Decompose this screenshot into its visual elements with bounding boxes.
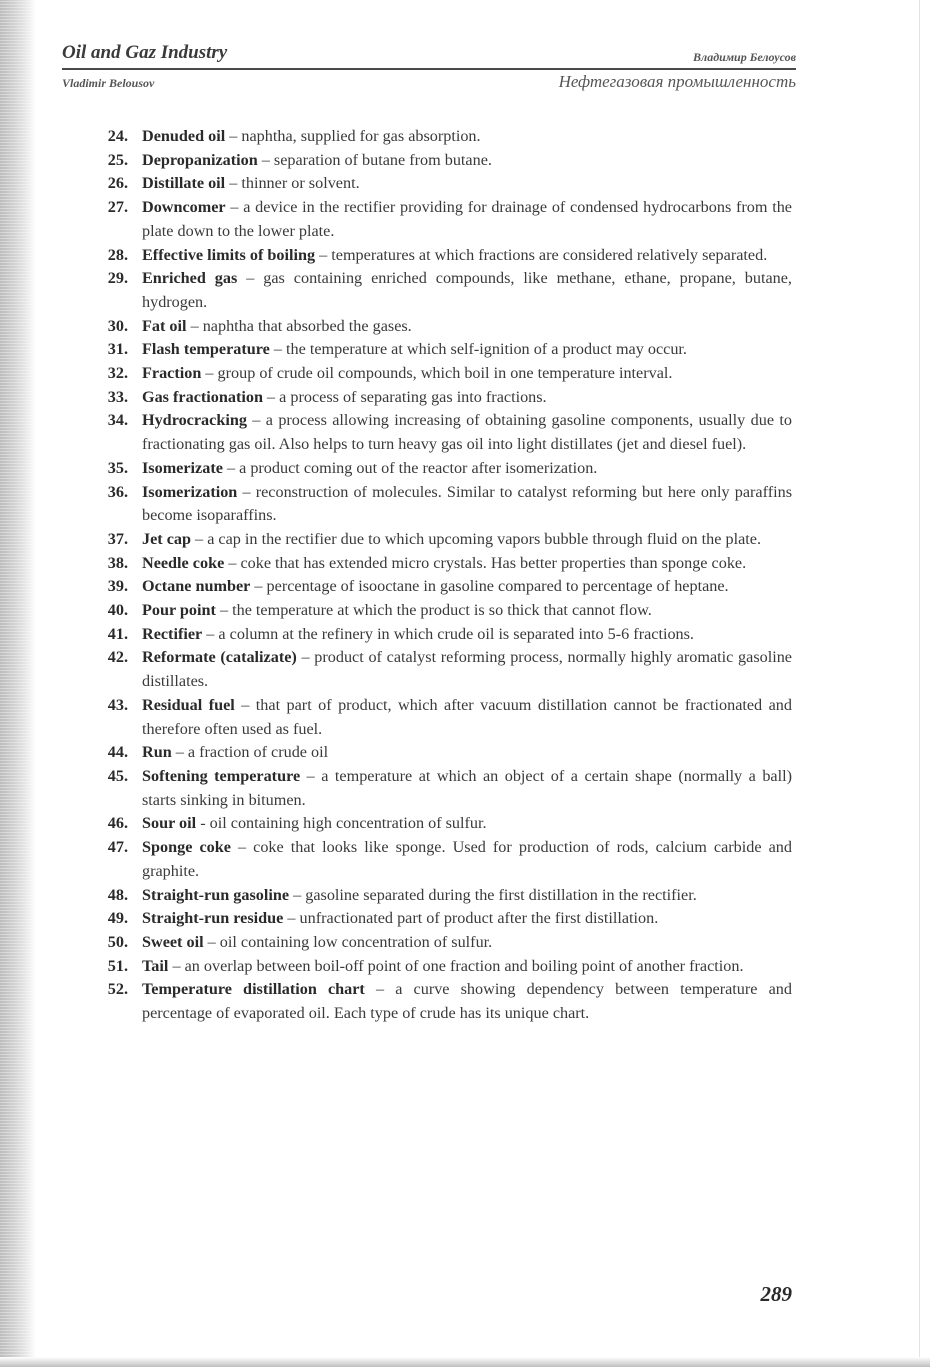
entry-definition: – group of crude oil compounds, which boil in one temperature interval. — [201, 364, 673, 383]
entry-number: 27. — [107, 198, 128, 217]
entry-number: 50. — [107, 932, 128, 951]
entry-term: Flash temperature — [142, 340, 270, 359]
glossary-entry — [96, 481, 792, 528]
entry-term: Residual fuel — [142, 695, 235, 714]
entry-term: Distillate oil — [142, 174, 226, 193]
page-number: 289 — [760, 1282, 792, 1306]
entry-term: Isomerization — [142, 482, 238, 501]
glossary-entry — [96, 409, 792, 456]
entry-term: Temperature distillation chart — [142, 980, 365, 999]
entry-number: 36. — [107, 482, 128, 501]
glossary-entry — [96, 552, 792, 576]
entry-definition: - oil containing high concentration of sulfur. — [196, 814, 487, 833]
entry-number: 41. — [107, 624, 128, 643]
entry-definition: – reconstruction of molecules. Similar to catalyst reforming but here only paraffins become isoparaffins. — [142, 482, 792, 525]
glossary-entry — [96, 125, 792, 149]
entry-number: 33. — [107, 387, 128, 406]
entry-term: Octane number — [142, 577, 251, 596]
entry-number: 51. — [107, 956, 128, 975]
glossary-entry — [96, 457, 792, 481]
entry-term: Reformate (catalizate) — [142, 648, 297, 667]
entry-number: 48. — [107, 885, 128, 904]
entry-term: Downcomer — [142, 198, 226, 217]
entry-term: Tail — [142, 956, 169, 975]
glossary-entry — [96, 267, 792, 314]
entry-definition: – a column at the refinery in which crude oil is separated into 5-6 fractions. — [202, 624, 694, 643]
entry-term: Effective limits of boiling — [142, 245, 316, 264]
entry-definition: – that part of product, which after vacuum distillation cannot be fractionated and therefore often used as fuel. — [142, 695, 792, 738]
entry-definition: – gas containing enriched compounds, like methane, ethane, propane, butane, hydrogen. — [142, 269, 792, 311]
entry-definition: – product of catalyst reforming process, normally highly aromatic gasoline distillates. — [142, 648, 792, 691]
entry-number: 44. — [107, 743, 128, 762]
glossary-entry — [96, 338, 792, 362]
entry-term: Needle coke — [142, 553, 225, 572]
entry-term: Rectifier — [142, 624, 203, 643]
entry-term: Enriched gas — [142, 269, 238, 288]
binding-shadow — [0, 0, 36, 1367]
glossary-entry — [96, 646, 792, 693]
entry-term: Jet cap — [142, 529, 191, 548]
entry-definition: – naphtha that absorbed the gases. — [186, 316, 412, 335]
entry-number: 28. — [107, 245, 128, 264]
header-author-en: Vladimir Belousov — [62, 76, 155, 90]
entry-number: 30. — [107, 316, 128, 335]
entry-definition: – the temperature at which the product is so thick that cannot flow. — [215, 601, 652, 620]
glossary-entry — [96, 812, 792, 836]
entry-definition: – a device in the rectifier providing for drainage of condensed hydrocarbons from the plate down to the lower plate. — [142, 198, 792, 240]
entry-term: Isomerizate — [142, 458, 223, 477]
glossary-entry — [96, 884, 792, 908]
entry-definition: – separation of butane from butane. — [257, 150, 492, 169]
entry-definition: – a curve showing dependency between temperature and percentage of evaporated oil. Each type of crude has its unique chart. — [142, 980, 792, 1023]
glossary-entry — [96, 907, 792, 931]
entry-number: 37. — [107, 529, 128, 548]
glossary-entry — [96, 694, 792, 741]
entry-number: 42. — [107, 648, 128, 667]
entry-number: 29. — [107, 269, 128, 288]
glossary-entry — [96, 765, 792, 812]
entry-term: Straight-run residue — [142, 909, 284, 928]
entry-number: 39. — [107, 577, 128, 596]
entry-definition: – coke that has extended micro crystals. Has better properties than sponge coke. — [224, 553, 747, 572]
entry-definition: – oil containing low concentration of sulfur. — [203, 932, 493, 951]
glossary-entry — [96, 741, 792, 765]
glossary-entry — [96, 955, 792, 979]
glossary-entry — [96, 244, 792, 268]
entry-definition: – a fraction of crude oil — [171, 743, 329, 762]
entry-number: 26. — [107, 174, 128, 193]
entry-definition: – naphtha, supplied for gas absorption. — [225, 127, 481, 145]
entry-definition: – gasoline separated during the first distillation in the rectifier. — [289, 885, 697, 904]
entry-definition: – a product coming out of the reactor after isomerization. — [222, 458, 598, 477]
running-header — [62, 40, 796, 104]
glossary-entry — [96, 978, 792, 1025]
header-title-ru: Нефтегазовая промышленность — [558, 72, 796, 91]
glossary-list — [96, 125, 792, 1026]
entry-number: 47. — [107, 838, 128, 857]
entry-number: 43. — [107, 695, 128, 714]
entry-number: 31. — [107, 340, 128, 359]
entry-number: 49. — [107, 909, 128, 928]
entry-term: Sponge coke — [142, 838, 231, 857]
entry-number: 25. — [107, 150, 128, 169]
entry-term: Sour oil — [142, 814, 197, 833]
entry-number: 46. — [107, 814, 128, 833]
entry-term: Run — [142, 743, 172, 762]
page-bottom-edge — [0, 1357, 930, 1367]
entry-number: 38. — [107, 553, 128, 572]
glossary-entry — [96, 315, 792, 339]
entry-definition: – an overlap between boil-off point of one fraction and boiling point of another fraction. — [168, 956, 744, 975]
entry-definition: – thinner or solvent. — [225, 174, 360, 193]
page-edge — [919, 0, 920, 1367]
entry-definition: – the temperature at which self-ignition of a product may occur. — [269, 340, 687, 359]
glossary-entry — [96, 623, 792, 647]
entry-number: 45. — [107, 766, 128, 785]
entry-number: 35. — [107, 458, 128, 477]
glossary-entry — [96, 149, 792, 173]
entry-term: Straight-run gasoline — [142, 885, 290, 904]
entry-definition: – a process of separating gas into fractions. — [262, 387, 547, 406]
entry-term: Gas fractionation — [142, 387, 263, 406]
entry-definition: – unfractionated part of product after the first distillation. — [283, 909, 659, 928]
entry-definition: – a cap in the rectifier due to which upcoming vapors bubble through fluid on the plate. — [191, 529, 762, 548]
glossary-entry — [96, 931, 792, 955]
entry-term: Softening temperature — [142, 766, 301, 785]
entry-definition: – a temperature at which an object of a certain shape (normally a ball) starts sinking in bitumen. — [142, 766, 792, 809]
entry-term: Pour point — [142, 601, 216, 620]
entry-term: Fat oil — [142, 316, 187, 335]
entry-definition: – percentage of isooctane in gasoline compared to percentage of heptane. — [250, 577, 729, 596]
entry-number: 24. — [107, 127, 128, 145]
entry-definition: – coke that looks like sponge. Used for production of rods, calcium carbide and graphite. — [142, 838, 792, 880]
entry-term: Sweet oil — [142, 932, 204, 951]
entry-term: Fraction — [142, 364, 202, 383]
entry-definition: – temperatures at which fractions are considered relatively separated. — [315, 245, 768, 264]
glossary-entry — [96, 172, 792, 196]
glossary-entry — [96, 575, 792, 599]
entry-number: 34. — [107, 411, 128, 430]
header-author-ru: Владимир Белоусов — [693, 50, 796, 64]
header-title-en: Oil and Gaz Industry — [62, 42, 228, 63]
entry-number: 32. — [107, 364, 128, 383]
glossary-entry — [96, 599, 792, 623]
glossary-entry — [96, 362, 792, 386]
entry-number: 52. — [107, 980, 128, 999]
entry-term: Hydrocracking — [142, 411, 247, 430]
glossary-entry — [96, 836, 792, 883]
entry-number: 40. — [107, 601, 128, 620]
entry-term: Depropanization — [142, 150, 258, 169]
header-rule — [62, 68, 796, 70]
glossary-entry — [96, 386, 792, 410]
glossary-entry — [96, 196, 792, 243]
entry-definition: – a process allowing increasing of obtaining gasoline components, usually due to fractionating gas oil. Also helps to turn heavy gas oil into light distillates (jet and diesel fuel). — [142, 411, 792, 454]
glossary-entry — [96, 528, 792, 552]
entry-term: Denuded oil — [142, 127, 226, 145]
